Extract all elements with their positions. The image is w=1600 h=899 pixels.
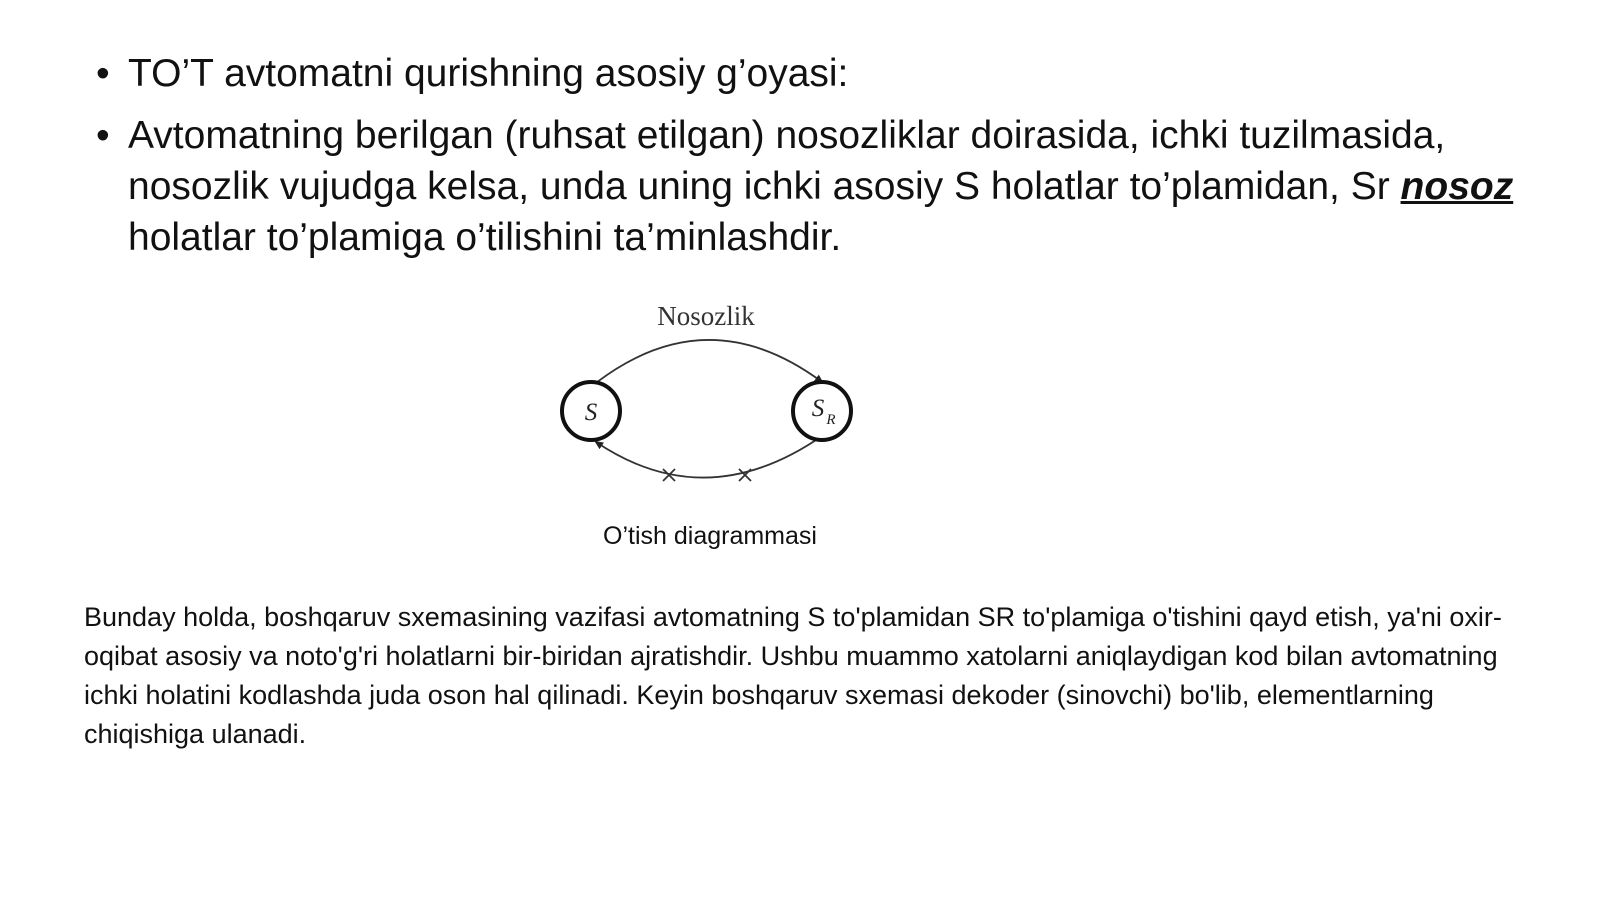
bullet-list [96,48,1516,274]
state-node-sr-label: S [811,395,825,422]
blocked-return-arrow [596,436,822,478]
blocked-cross-2 [739,469,751,481]
bullet-text: TO’T avtomatni qurishning asosiy g’oyasi: [128,52,849,95]
state-node-s-label: S [584,399,598,426]
bullet-text-end: holatlar to’plamiga o’tilishini ta’minlashdir. [128,216,842,259]
transition-diagram-svg [556,296,866,496]
explanation-paragraph: Bunday holda, boshqaruv sxemasining vazifasi avtomatning S to'plamidan SR to'plamiga o'tishini qayd etish, ya'ni oxir-oqibat asosiy va noto'g'ri holatlarni bir-biridan ajratishdir. Ushbu muammo xatolarni aniqlaydigan kod bilan avtomatning ichki holatini kodlashda juda oson hal qilinadi. Keyin boshqaruv sxemasi dekoder (sinovchi) bo'lib, elementlarning chiqishiga ulanadi. [84,602,1502,749]
bullet-marker: • [96,52,110,95]
transition-diagram [556,296,866,496]
state-node-sr-subscript: R [826,412,836,428]
bullet-item-definition [96,110,1516,263]
bullet-marker: • [96,114,110,157]
bullet-text-start: Avtomatning berilgan (ruhsat etilgan) nosozliklar doirasida, ichki tuzilmasida, nosozlik vujudga kelsa, unda uning ichki asosiy S holatlar to’plamidan, Sr [128,114,1446,208]
emphasized-word: nosoz [1400,165,1514,208]
diagram-caption: O’tish diagrammasi [603,522,817,550]
fault-transition-arrow [592,340,822,386]
bullet-item-main-idea [96,48,1516,99]
diagram-top-label: Nosozlik [657,301,755,331]
